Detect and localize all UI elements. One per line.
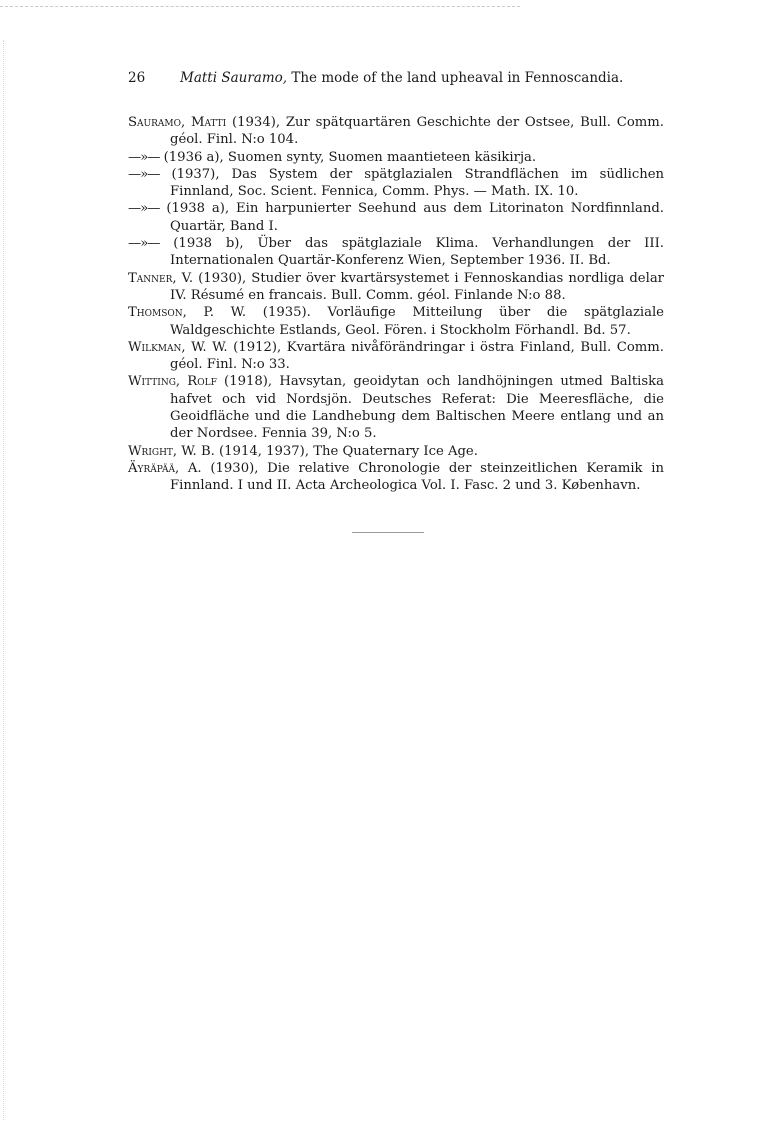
reference-entry bbox=[128, 304, 664, 339]
reference-entry bbox=[128, 235, 664, 270]
page-number: 26 bbox=[128, 70, 146, 86]
reference-author: Äyräpää, A. bbox=[128, 460, 202, 476]
ditto-mark: —»— bbox=[128, 149, 160, 165]
reference-author: Witting, Rolf bbox=[128, 374, 217, 390]
reference-entry bbox=[128, 460, 664, 495]
reference-text: (1936 a), Suomen synty, Suomen maantieteen käsikirja. bbox=[159, 149, 537, 165]
reference-author: Wright, W. B. bbox=[128, 443, 215, 459]
reference-entry bbox=[128, 339, 664, 374]
reference-text: (1938 b), Über das spätglaziale Klima. Verhandlungen der III. Internationalen Quartär-Konferenz Wien, September 1936. II. Bd. bbox=[159, 236, 664, 269]
reference-text: (1938 a), Ein harpunierter Seehund aus dem Litorinaton Nordfinnland. Quartär, Band I. bbox=[159, 201, 664, 234]
running-header bbox=[128, 70, 668, 86]
ditto-mark: —»— bbox=[128, 236, 160, 252]
reference-entry bbox=[128, 373, 664, 442]
reference-text: (1930), Studier över kvartärsystemet i Fennoskandias nordliga delar IV. Résumé en francais. Bull. Comm. géol. Finlande N:o 88. bbox=[170, 270, 664, 303]
reference-entry bbox=[128, 200, 664, 235]
ditto-mark: —»— bbox=[128, 201, 160, 217]
reference-author: Wilkman, W. W. bbox=[128, 339, 228, 355]
reference-entry bbox=[128, 443, 664, 460]
reference-text: (1914, 1937), The Quaternary Ice Age. bbox=[214, 443, 478, 459]
reference-author: Tanner, V. bbox=[128, 270, 194, 286]
left-margin-dots bbox=[3, 40, 4, 1120]
reference-text: (1937), Das System der spätglazialen Strandflächen im südlichen Finnland, Soc. Scient. Fennica, Comm. Phys. — Math. IX. 10. bbox=[159, 166, 664, 200]
ditto-mark: —»— bbox=[128, 166, 160, 182]
reference-text: (1912), Kvartära nivåförändringar i östra Finland, Bull. Comm. géol. Finl. N:o 33. bbox=[170, 339, 664, 373]
reference-entry bbox=[128, 149, 664, 166]
reference-text: (1935). Vorläufige Mitteilung über die spätglaziale Waldgeschichte Estlands, Geol. Fören. i Stockholm Förhandl. Bd. 57. bbox=[170, 305, 664, 338]
reference-text: (1934), Zur spätquartären Geschichte der Ostsee, Bull. Comm. géol. Finl. N:o 104. bbox=[170, 115, 664, 148]
reference-author: Sauramo, Matti bbox=[128, 115, 227, 130]
header-title: The mode of the land upheaval in Fennoscandia. bbox=[291, 70, 624, 86]
reference-text: (1930), Die relative Chronologie der steinzeitlichen Keramik in Finnland. I und II. Acta Archeologica Vol. I. Fasc. 2 und 3. København. bbox=[170, 460, 664, 494]
reference-text: (1918), Havsytan, geoidytan och landhöjningen utmed Baltiska hafvet och vid Nordsjön. Deutsches Referat: Die Meeresfläche, die Geoidfläche und die Landhebung dem Baltischen Meere entlang und an der Nordsee. Fennia 39, N:o 5. bbox=[170, 374, 664, 442]
reference-entry bbox=[128, 166, 664, 201]
reference-entry bbox=[128, 270, 664, 305]
top-scan-rule bbox=[0, 6, 520, 7]
reference-list bbox=[128, 114, 664, 495]
header-author: Matti Sauramo, bbox=[180, 70, 288, 86]
reference-entry bbox=[128, 114, 664, 149]
reference-author: Thomson, P. W. bbox=[128, 305, 247, 321]
end-rule bbox=[352, 532, 424, 533]
